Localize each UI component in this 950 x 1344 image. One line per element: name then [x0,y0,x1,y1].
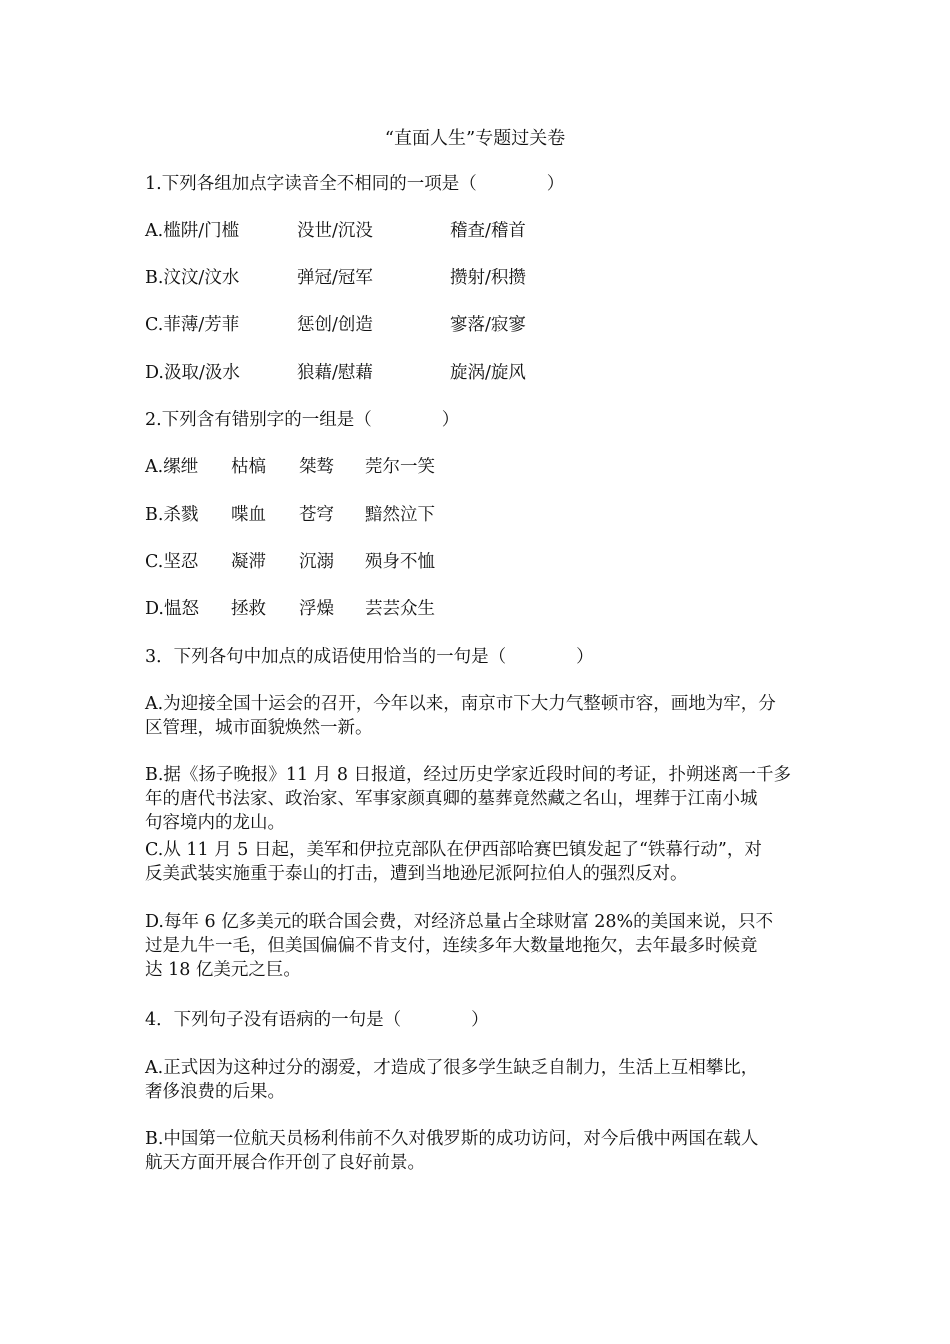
question-3-option-a [145,692,810,740]
option-item: 枯槁 [231,457,266,477]
option-item: 黯然泣下 [365,505,435,525]
option-item: 桀骜 [299,457,334,477]
page-title: “直面人生”专题过关卷 [384,128,566,149]
paragraph-line: 反美武装实施重于泰山的打击，遭到当地逊尼派阿拉伯人的强烈反对。 [145,864,688,884]
option-item: 喋血 [231,505,266,525]
option-item: C.坚忍 [145,552,199,572]
paragraph-line: A.正式因为这种过分的溺爱，才造成了很多学生缺乏自制力，生活上互相攀比， [145,1058,759,1078]
question-2-option-a [145,455,435,479]
paragraph-line: D.每年 6 亿多美元的联合国会费，对经济总量占全球财富 28%的美国来说，只不 [145,912,774,932]
question-1-option-a [145,219,526,243]
paragraph-line: 航天方面开展合作开创了良好前景。 [145,1153,425,1173]
question-4-option-b [145,1127,810,1175]
question-3-option-d [145,910,810,982]
paragraph-line: A.为迎接全国十运会的召开，今年以来，南京市下大力气整顿市容，画地为牢，分 [145,694,776,714]
question-2-stem: 2.下列含有错别字的一组是（ ） [145,410,460,430]
question-1-option-d [145,361,526,385]
question-2-option-b [145,503,435,527]
option-item: 凝滞 [231,552,266,572]
question-1-option-c [145,313,526,337]
option-item: D.愠怒 [145,599,199,619]
option-item: 弹冠/冠军 [297,268,373,288]
question-3-option-c [145,838,810,886]
option-item: 拯救 [231,599,266,619]
option-item: 惩创/创造 [297,315,373,335]
option-item: 沉溺 [299,552,334,572]
paragraph-line: C.从 11 月 5 日起，美军和伊拉克部队在伊西部哈赛巴镇发起了“铁幕行动”，对 [145,840,762,860]
option-item: 殒身不恤 [365,552,435,572]
question-1-stem: 1.下列各组加点字读音全不相同的一项是（ ） [145,174,565,194]
option-item: 攒射/积攒 [450,268,526,288]
question-4-stem: 4．下列句子没有语病的一句是（ ） [145,1010,489,1030]
option-item: 狼藉/慰藉 [297,363,373,383]
option-item: 寥落/寂寥 [450,315,526,335]
option-item: A.槛阱/门槛 [145,221,240,241]
option-item: 旋涡/旋风 [450,363,526,383]
option-item: C.菲薄/芳菲 [145,315,240,335]
paragraph-line: 奢侈浪费的后果。 [145,1082,285,1102]
question-3-stem: 3．下列各句中加点的成语使用恰当的一句是（ ） [145,647,594,667]
question-4-option-a [145,1056,810,1104]
question-1-option-b [145,266,526,290]
question-2-option-c [145,550,435,574]
paragraph-line: 句容境内的龙山。 [145,813,285,833]
option-item: 浮燥 [299,599,334,619]
option-item: A.缧绁 [145,457,199,477]
option-item: 芸芸众生 [365,599,435,619]
option-item: B.杀戮 [145,505,199,525]
option-item: 稽查/稽首 [450,221,526,241]
question-2-option-d [145,597,435,621]
paragraph-line: 区管理，城市面貌焕然一新。 [145,718,373,738]
option-item: B.汶汶/汶水 [145,268,240,288]
option-item: 苍穹 [299,505,334,525]
option-item: 莞尔一笑 [365,457,435,477]
paragraph-line: B.中国第一位航天员杨利伟前不久对俄罗斯的成功访问，对今后俄中两国在载人 [145,1129,759,1149]
option-item: D.汲取/汲水 [145,363,240,383]
paragraph-line: 年的唐代书法家、政治家、军事家颜真卿的墓葬竟然藏之名山，埋葬于江南小城 [145,789,758,809]
question-3-option-b [145,763,810,835]
paragraph-line: 过是九牛一毛，但美国偏偏不肯支付，连续多年大数量地拖欠，去年最多时候竟 [145,936,758,956]
paragraph-line: 达 18 亿美元之巨。 [145,960,301,980]
option-item: 没世/沉没 [297,221,373,241]
paragraph-line: B.据《扬子晚报》11 月 8 日报道，经过历史学家近段时间的考证，扑朔迷离一千多 [145,765,792,785]
